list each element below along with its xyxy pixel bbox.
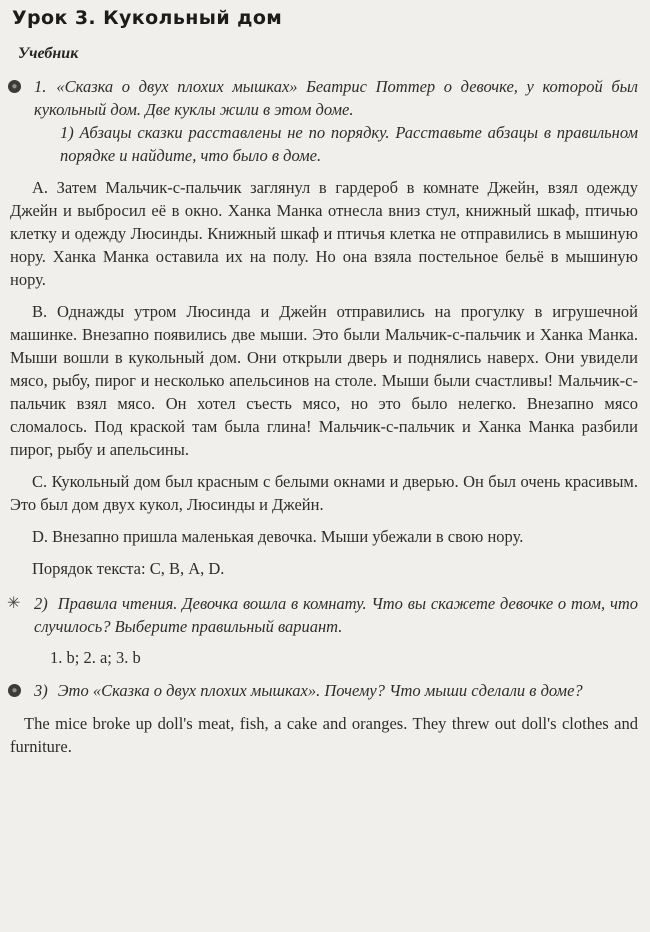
task-2-answer: 1. b; 2. a; 3. b — [50, 648, 141, 667]
story-paragraph-b: В. Однажды утром Люсинда и Джейн отправились на прогулку в игрушечной машинке. Внезапно появились две мыши. Это были Мальчик-с-пальчик и Ханка Манка. Мыши вошли в кукольный дом. Они открыли дверь и поднялись наверх. Они увидели мясо, рыбу, пирог и несколько апельсинов на столе. Мыши были счастливы! Мальчик-с-пальчик взял мясо. Он хотел съесть мясо, но это было нелегко. Внезапно мясо сломалось. Под краской там была глина! Мальчик-с-пальчик и Ханка Манка разбили пирог, рыбу и апельсины. — [10, 302, 638, 459]
task-3-question — [34, 679, 638, 702]
task-1-intro — [34, 75, 638, 121]
task-1 — [34, 75, 638, 167]
task-3 — [34, 679, 638, 702]
page-title: Урок 3. Кукольный дом — [12, 7, 283, 29]
section-heading: Учебник — [18, 45, 79, 62]
flower-circle-bullet-icon — [8, 80, 21, 93]
task-2 — [7, 592, 638, 638]
task-3-answer: The mice broke up doll's meat, fish, a cake and oranges. They threw out doll's clothes and furniture. — [10, 714, 638, 756]
task-2-number: 2) — [34, 594, 48, 613]
story-paragraph-c: С. Кукольный дом был красным с белыми окнами и дверью. Он был очень красивым. Это был дом двух кукол, Люсинды и Джейн. — [10, 472, 638, 514]
task-2-question-text: Правила чтения. Девочка вошла в комнату. Что вы скажете девочке о том, что случилось? Выберите правильный вариант. — [34, 594, 638, 636]
story-paragraph-a: А. Затем Мальчик-с-пальчик заглянул в гардероб в комнате Джейн, взял одежду Джейн и выбросил её в окно. Ханка Манка отнесла вниз стул, книжный шкаф, птичью клетку и одежду Люсинды. Книжный шкаф и птичья клетка не отправились в мышиную нору. Ханка Манка оставила их на полу. Но она взяла постельное бельё в мышиную нору. — [10, 178, 638, 289]
flower-circle-bullet-icon — [8, 684, 21, 697]
asterisk-bullet-icon: ✳ — [7, 595, 21, 612]
task-3-number: 3) — [34, 681, 48, 700]
task-2-question — [34, 592, 638, 638]
story-paragraph-d: D. Внезапно пришла маленькая девочка. Мыши убежали в свою нору. — [32, 527, 524, 546]
text-order-answer: Порядок текста: С, В, А, D. — [32, 559, 225, 578]
task-1-intro-text: «Сказка о двух плохих мышках» Беатрис Поттер о девочке, у которой был кукольный дом. Две куклы жили в этом доме. — [34, 77, 638, 119]
task-3-question-text: Это «Сказка о двух плохих мышках». Почему? Что мыши сделали в доме? — [57, 681, 583, 700]
task-1-subtask: 1) Абзацы сказки расставлены не по порядку. Расставьте абзацы в правильном порядке и найдите, что было в доме. — [60, 123, 638, 165]
task-1-number: 1. — [34, 77, 47, 96]
task-1-answer-block — [10, 176, 638, 580]
